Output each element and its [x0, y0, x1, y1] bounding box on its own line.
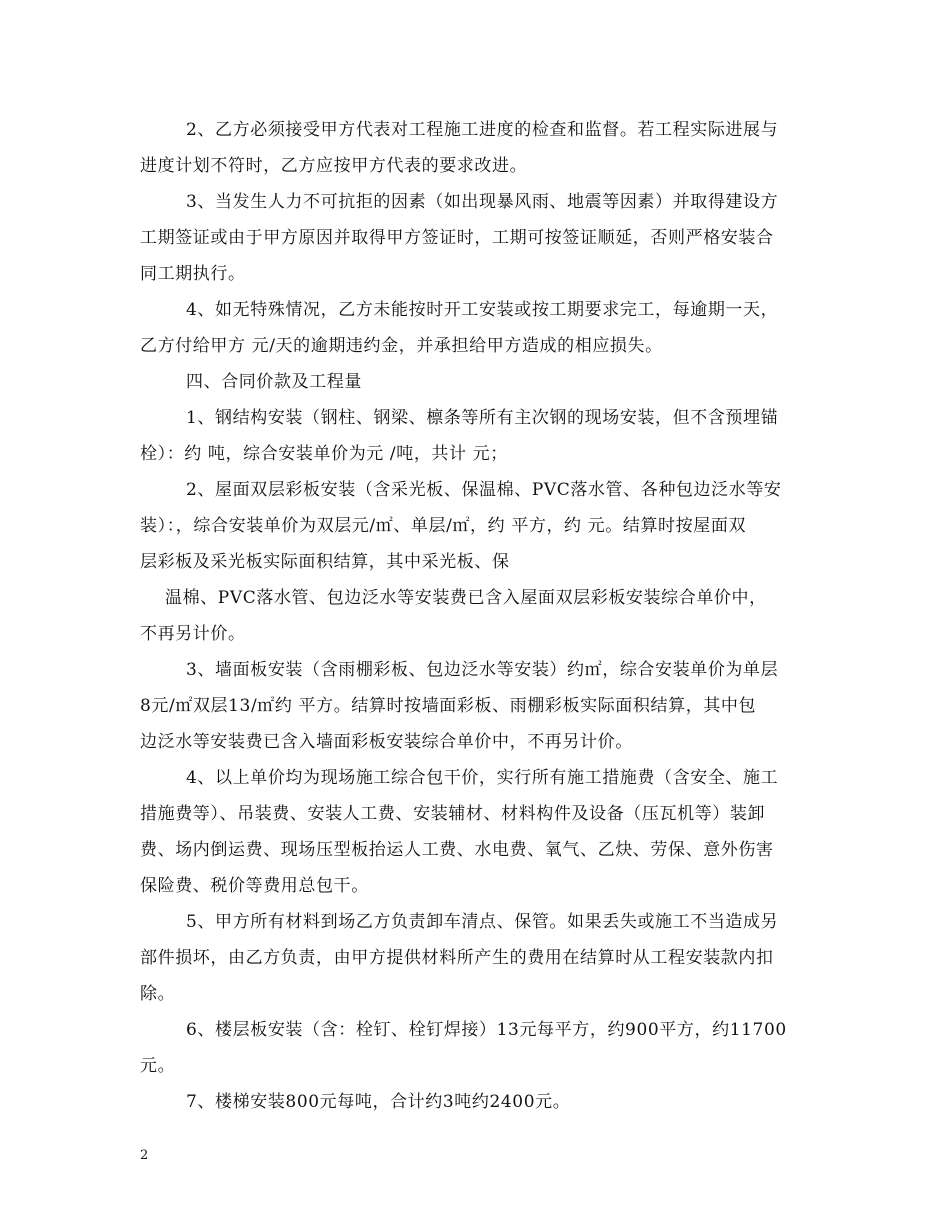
paragraph-line: 7、楼梯安装800元每吨，合计约3吨约2400元。 [186, 1092, 571, 1112]
paragraph-line: 费、场内倒运费、现场压型板抬运人工费、水电费、氧气、乙炔、劳保、意外伤害 [140, 840, 774, 860]
paragraph-line: 5、甲方所有材料到场乙方负责卸车清点、保管。如果丢失或施工不当造成另 [186, 912, 779, 932]
paragraph-line: 同工期执行。 [140, 264, 246, 284]
paragraph-line: 6、楼层板安装（含：栓钉、栓钉焊接）13元每平方，约900平方，约11700 [186, 1020, 787, 1040]
paragraph-line: 1、钢结构安装（钢柱、钢梁、檩条等所有主次钢的现场安装，但不含预埋锚 [186, 408, 779, 428]
paragraph-line: 除。 [140, 984, 176, 1004]
page-number: 2 [140, 1148, 149, 1163]
paragraph-line: 边泛水等安装费已含入墙面彩板安装综合单价中，不再另计价。 [140, 732, 633, 752]
paragraph-line: 2、屋面双层彩板安装（含采光板、保温棉、PVC落水管、各种包边泛水等安 [186, 480, 782, 500]
paragraph-line: 保险费、税价等费用总包干。 [140, 876, 369, 896]
paragraph-line: 层彩板及采光板实际面积结算，其中采光板、保 [140, 552, 510, 572]
paragraph-line: 温棉、PVC落水管、包边泛水等安装费已含入屋面双层彩板安装综合单价中， [165, 588, 767, 608]
paragraph-line: 8元/㎡双层13/㎡约 平方。结算时按墙面彩板、雨棚彩板实际面积结算，其中包 [140, 696, 757, 716]
paragraph-line: 进度计划不符时，乙方应按甲方代表的要求改进。 [140, 156, 528, 176]
section-heading: 四、合同价款及工程量 [186, 372, 362, 392]
paragraph-line: 4、以上单价均为现场施工综合包干价，实行所有施工措施费（含安全、施工 [186, 768, 779, 788]
paragraph-line: 装）：，综合安装单价为双层元/㎡、单层/㎡，约 平方，约 元。结算时按屋面双 [140, 516, 747, 536]
paragraph-line: 3、墙面板安装（含雨棚彩板、包边泛水等安装）约㎡，综合安装单价为单层 [186, 660, 779, 680]
paragraph-line: 栓）：约 吨，综合安装单价为元 /吨，共计 元； [140, 444, 508, 464]
paragraph-line: 元。 [140, 1056, 176, 1076]
paragraph-line: 乙方付给甲方 元/天的逾期违约金，并承担给甲方造成的相应损失。 [140, 336, 663, 356]
paragraph-line: 3、当发生人力不可抗拒的因素（如出现暴风雨、地震等因素）并取得建设方 [186, 192, 779, 212]
paragraph-line: 4、如无特殊情况，乙方未能按时开工安装或按工期要求完工，每逾期一天， [186, 300, 779, 320]
paragraph-line: 工期签证或由于甲方原因并取得甲方签证时，工期可按签证顺延，否则严格安装合 [140, 228, 774, 248]
paragraph-line: 部件损坏，由乙方负责，由甲方提供材料所产生的费用在结算时从工程安装款内扣 [140, 948, 774, 968]
paragraph-line: 2、乙方必须接受甲方代表对工程施工进度的检查和监督。若工程实际进展与 [186, 120, 779, 140]
paragraph-line: 不再另计价。 [140, 624, 246, 644]
paragraph-line: 措施费等）、吊装费、安装人工费、安装辅材、材料构件及设备（压瓦机等）装卸 [140, 804, 766, 824]
